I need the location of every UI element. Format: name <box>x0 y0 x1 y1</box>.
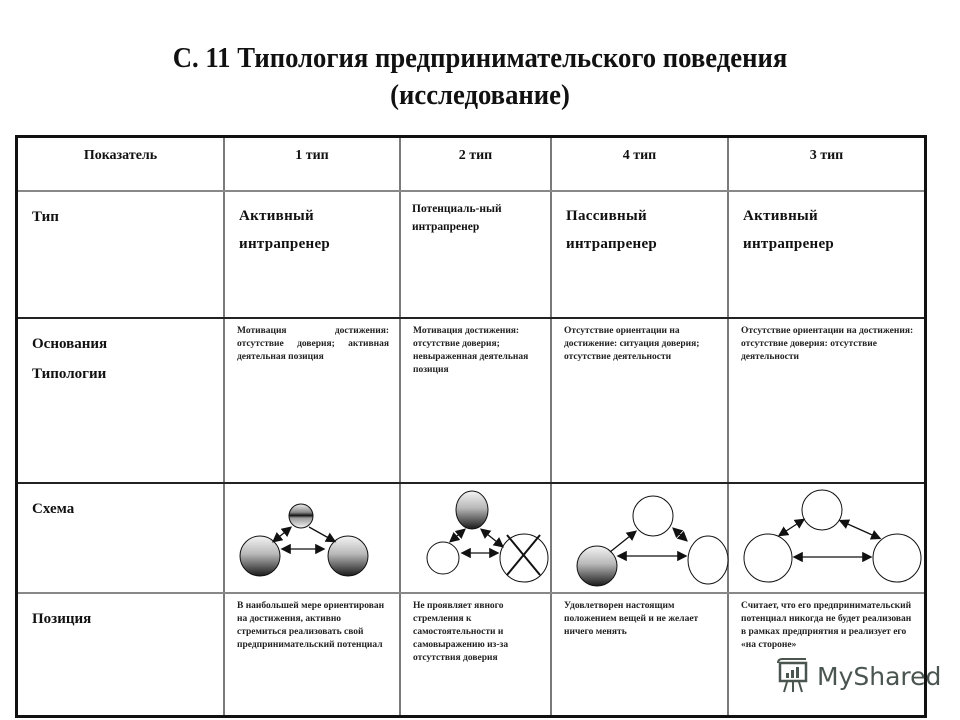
presentation-chart-icon <box>775 658 811 694</box>
basis-cell-3: Отсутствие ориентации на достижения: отсутствие доверия: отсутствие деятельности <box>741 326 914 362</box>
row-label-position: Позиция <box>32 611 92 627</box>
type-cell-text: Пассивный <box>566 208 647 224</box>
schema-type-1 <box>240 504 368 576</box>
row-label-schema: Схема <box>32 501 75 517</box>
watermark-text: MyShared <box>817 661 942 691</box>
basis-cell-4: Отсутствие ориентации на достижение: ситуация доверия; отсутствие деятельности <box>564 326 700 362</box>
schema-type-3 <box>744 490 921 582</box>
header-indicator: Показатель <box>83 148 158 163</box>
type-cell-text: интрапренер <box>566 236 658 252</box>
page-title <box>38 40 921 114</box>
row-label-type: Тип <box>32 209 59 225</box>
row-label-text: Основания <box>32 336 108 352</box>
header-type-1: 1 тип <box>295 148 329 163</box>
title-line-1: С. 11 Типология предпринимательского поведения <box>172 42 788 74</box>
position-cell-3: Считает, что его предпринимательский потенциал никогда не будет реализован в рамках предприятия и реализует его «на стороне» <box>741 601 912 650</box>
type-cell-text: интрапренер <box>412 221 480 233</box>
title-line-2: (исследование) <box>390 79 570 111</box>
header-type-4: 4 тип <box>622 148 657 163</box>
schema-type-2 <box>427 491 548 582</box>
header-type-2: 2 тип <box>458 148 493 163</box>
basis-cell-2: Мотивация достижения: отсутствие доверия; невыраженная деятельная позиция <box>413 326 529 375</box>
position-cell-2: Не проявляет явного стремления к самостоятельности и самовыражению из-за отсутствия доверия <box>413 601 509 663</box>
position-cell-1: В наибольшей мере ориентирован на достижения, активно стремиться реализовать свой предпринимательский потенциал <box>237 601 385 650</box>
watermark <box>775 658 941 694</box>
position-cell-4: Удовлетворен настоящим положением вещей и не желает ничего менять <box>564 601 699 637</box>
type-cell-text: Активный <box>743 208 818 224</box>
basis-cell-1: Мотивация достижения: отсутствие доверия; активная деятельная позиция <box>237 326 389 362</box>
type-cell-text: Активный <box>239 208 314 224</box>
schema-type-4 <box>577 496 728 586</box>
row-label-text: Типологии <box>32 366 107 382</box>
type-cell-text: интрапренер <box>239 236 331 252</box>
type-cell-text: интрапренер <box>743 236 835 252</box>
type-cell-text: Потенциаль-ный <box>412 203 502 215</box>
typology-table <box>15 135 927 718</box>
header-type-3: 3 тип <box>809 148 844 163</box>
